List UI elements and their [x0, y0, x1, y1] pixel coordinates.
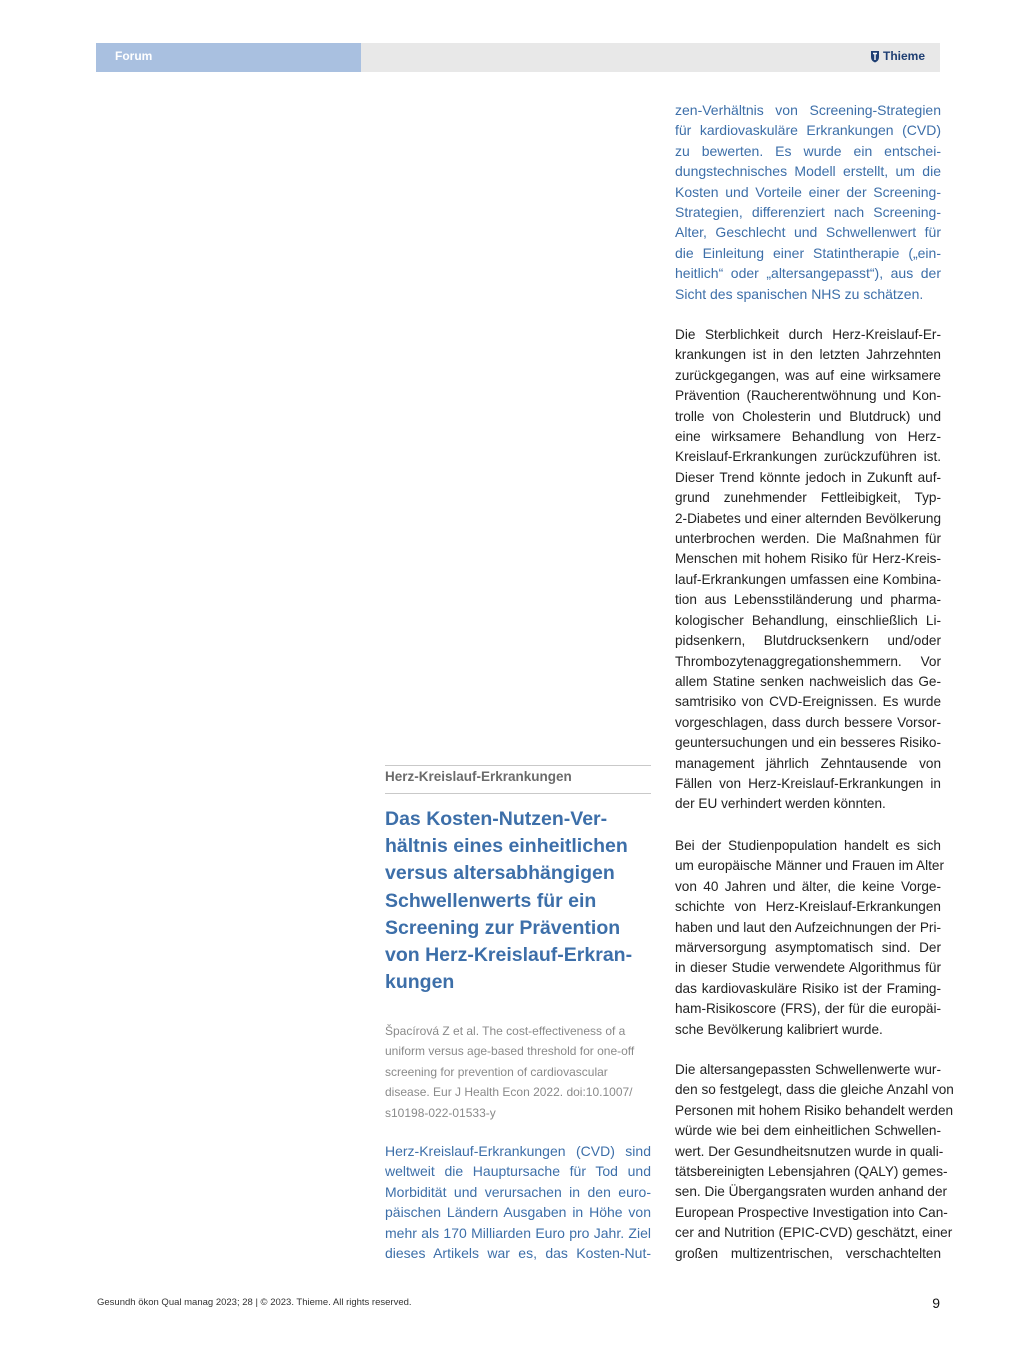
body-line: geuntersuchungen und ein besseres Risiko-	[675, 735, 941, 751]
abstract-line: zen-Verhältnis von Screening-Strategien	[675, 102, 941, 118]
body-line: kologischer Behandlung, einschließlich Li-	[675, 612, 941, 628]
body-line: märversorgung asymptomatisch sind. Der	[675, 940, 941, 956]
citation-line: uniform versus age-based threshold for one-off	[385, 1044, 635, 1059]
body-line: der EU verhindert werden könnten.	[675, 796, 886, 812]
body-line: sche Bevölkerung kalibriert wurde.	[675, 1021, 883, 1037]
abstract-line: Sicht des spanischen NHS zu schätzen.	[675, 285, 924, 302]
abstract-line: zu bewerten. Es wurde ein entschei-	[675, 142, 941, 159]
body-line: grund zunehmender Fettleibigkeit, Typ-	[675, 490, 941, 506]
section-rule-top	[385, 765, 651, 766]
body-line: 2-Diabetes und einer alternden Bevölkerung	[675, 510, 942, 526]
body-line: würde wie bei dem einheitlichen Schwellen-	[675, 1123, 941, 1139]
body-line: tion aus Lebensstiländerung und pharma-	[675, 592, 941, 608]
body-line: Menschen mit hohem Risiko für Herz-Kreis-	[675, 551, 941, 567]
article-section-label: Herz-Kreislauf-Erkrankungen	[385, 769, 572, 784]
abstract-line: päischen Ländern Ausgaben in Höhe von	[385, 1204, 651, 1221]
body-line: Kreislauf-Erkrankungen zurückzuführen ist.	[675, 449, 941, 465]
body-line: cer and Nutrition (EPIC-CVD) geschätzt, einer	[675, 1225, 953, 1241]
body-line: zurückgegangen, was auf eine wirksamere	[675, 367, 941, 383]
body-line: European Prospective Investigation into Can-	[675, 1204, 948, 1220]
body-line: ham-Risikoscore (FRS), der für die europäi-	[675, 1001, 941, 1017]
body-line: allem Statine senken nachweislich das Ge-	[675, 673, 941, 689]
abstract-line: für kardiovaskuläre Erkrankungen (CVD)	[675, 122, 941, 139]
section-label-forum: Forum	[115, 49, 153, 63]
title-line: kungen	[385, 971, 455, 994]
body-paragraph-1	[675, 325, 941, 815]
body-line: management jährlich Zehntausende von	[675, 755, 941, 771]
body-line: pidsenkern, Blutdrucksenkern und/oder	[675, 633, 941, 649]
body-line: in dieser Studie verwendete Algorithmus für	[675, 960, 941, 976]
body-line: tätsbereinigten Lebensjahren (QALY) gemes-	[675, 1164, 948, 1180]
publisher-logo	[870, 49, 925, 63]
body-line: schichte von Herz-Kreislauf-Erkrankungen	[675, 899, 941, 915]
abstract-start	[385, 1141, 651, 1263]
page-number: 9	[932, 1295, 940, 1311]
abstract-line: die Einleitung einer Statintherapie („ein-	[675, 244, 941, 261]
body-line: lauf-Erkrankungen umfassen eine Kombina-	[675, 571, 941, 587]
page-header	[96, 43, 940, 72]
body-line: Fällen von Herz-Kreislauf-Erkrankungen in	[675, 775, 941, 791]
body-paragraph-3	[675, 1060, 954, 1264]
body-line: Thrombozytenaggregationshemmern. Vor	[675, 653, 941, 669]
body-line: Personen mit hohem Risiko behandelt werden	[675, 1102, 954, 1118]
body-line: den so festgelegt, dass die gleiche Anzahl von	[675, 1082, 954, 1098]
footer-journal-info: Gesundh ökon Qual manag 2023; 28 | © 2023. Thieme. All rights reserved.	[97, 1297, 412, 1308]
body-line: wert. Der Gesundheitsnutzen wurde in quali-	[675, 1143, 944, 1159]
body-line: Prävention (Raucherentwöhnung und Kon-	[675, 388, 941, 404]
body-line: vorgeschlagen, dass durch bessere Vorsor-	[675, 714, 941, 730]
abstract-line: dungstechnisches Modell erstellt, um die	[675, 163, 941, 180]
body-line: um europäische Männer und Frauen im Alter	[675, 858, 944, 874]
article-title	[385, 806, 651, 996]
body-line: unterbrochen werden. Die Maßnahmen für	[675, 531, 941, 547]
section-rule-bottom	[385, 793, 651, 794]
citation-line: Špacírová Z et al. The cost-effectiveness of a	[385, 1024, 626, 1038]
body-line: großen multizentrischen, verschachtelten	[675, 1245, 941, 1261]
thieme-shield-icon	[870, 50, 880, 63]
title-line: Screening zur Prävention	[385, 916, 621, 939]
article-citation	[385, 1021, 651, 1123]
citation-line: s10198-022-01533-y	[385, 1105, 496, 1120]
citation-line: screening for prevention of cardiovascular	[385, 1064, 608, 1079]
publisher-name: Thieme	[882, 49, 925, 63]
title-line: Das Kosten-Nutzen-Ver-	[385, 808, 608, 830]
abstract-line: Strategien, differenziert nach Screening-	[675, 204, 941, 221]
title-line: von Herz-Kreislauf-Erkran-	[385, 944, 633, 967]
abstract-line: Herz-Kreislauf-Erkrankungen (CVD) sind	[385, 1143, 651, 1159]
abstract-continued	[675, 100, 941, 304]
body-line: trolle von Cholesterin und Blutdruck) und	[675, 408, 941, 424]
body-line: Die altersangepassten Schwellenwerte wur-	[675, 1062, 941, 1077]
body-line: von 40 Jahren und älter, die keine Vorge-	[675, 878, 941, 894]
body-line: samtrisiko von CVD-Ereignissen. Es wurde	[675, 694, 941, 710]
title-line: Schwellenwerts für ein	[385, 889, 597, 912]
abstract-line: Alter, Geschlecht und Schwellenwert für	[675, 224, 941, 241]
body-line: sen. Die Übergangsraten wurden anhand der	[675, 1184, 948, 1200]
body-line: Die Sterblichkeit durch Herz-Kreislauf-Er-	[675, 327, 941, 342]
abstract-line: heitlich“ oder „altersangepasst“), aus der	[675, 265, 941, 282]
body-line: eine wirksamere Behandlung von Herz-	[675, 429, 941, 445]
body-paragraph-2	[675, 836, 944, 1040]
abstract-line: dieses Artikels war es, das Kosten-Nut-	[385, 1245, 651, 1262]
abstract-line: mehr als 170 Milliarden Euro pro Jahr. Ziel	[385, 1224, 651, 1241]
abstract-line: weltweit die Hauptursache für Tod und	[385, 1163, 651, 1180]
body-line: das kardiovaskuläre Risiko ist der Framing-	[675, 980, 941, 996]
body-line: Bei der Studienpopulation handelt es sich	[675, 838, 941, 853]
title-line: versus altersabhängigen	[385, 862, 615, 885]
body-line: Dieser Trend könnte jedoch in Zukunft auf-	[675, 469, 941, 485]
citation-line: disease. Eur J Health Econ 2022. doi:10.1007/	[385, 1085, 633, 1100]
body-line: haben und laut den Aufzeichnungen der Pri-	[675, 919, 941, 935]
section-tab	[96, 43, 361, 72]
body-line: krankungen ist in den letzten Jahrzehnten	[675, 347, 941, 363]
abstract-line: Kosten und Vorteile einer der Screening-	[675, 183, 941, 200]
title-line: hältnis eines einheitlichen	[385, 835, 628, 858]
abstract-line: Morbidität und verursachen in den euro-	[385, 1183, 651, 1200]
